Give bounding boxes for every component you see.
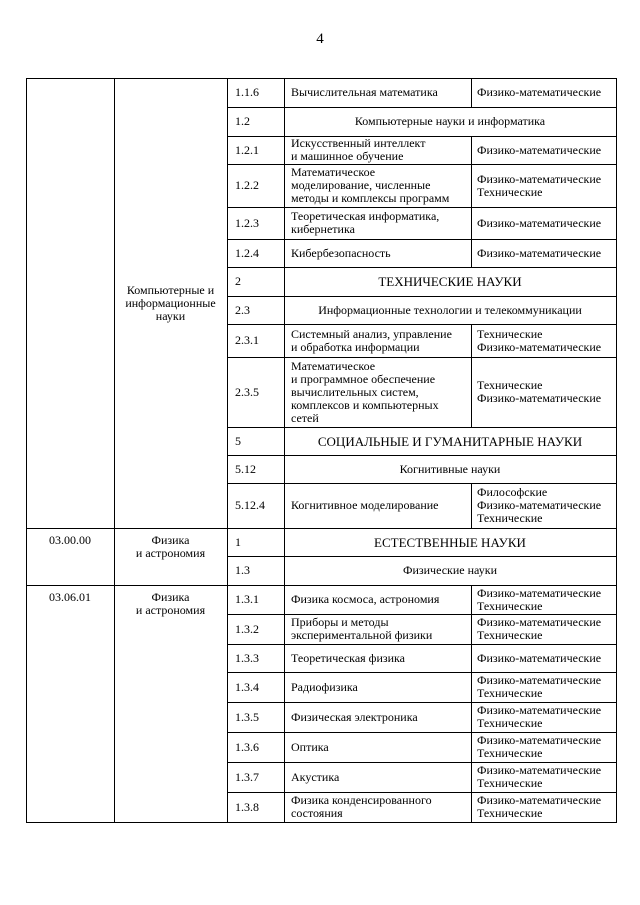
science-branch: Физико-математические [477,498,602,512]
table-rule [284,614,285,644]
table-rule [284,324,285,357]
section-heading: ЕСТЕСТВЕННЫЕ НАУКИ [374,534,526,550]
table-rule [471,357,472,427]
table-rule [227,78,228,823]
science-branch: Физико-математические [477,615,602,629]
table-rule [227,644,617,645]
science-branch: Физико-математические [477,215,602,230]
science-branch: Технические [477,776,543,790]
science-branch: Технические [477,184,543,199]
table-rule [114,78,115,823]
page-number: 4 [316,31,324,47]
specialty-name: Оптика [291,739,329,754]
table-rule [471,792,472,822]
science-branch: Физико-математические [477,650,602,665]
table-rule [284,78,285,107]
row-code: 1.2.4 [235,245,259,260]
specialty-name: Теоретическая физика [291,650,406,665]
specialty-name: Акустика [291,769,340,784]
table-rule [227,483,617,484]
table-rule [227,164,617,165]
specialty-name: Системный анализ, управление [291,326,452,341]
table-rule [227,207,617,208]
science-branch: Физико-математические [477,391,602,405]
table-rule [471,702,472,732]
row-code: 1.2.2 [235,178,259,192]
table-rule [284,483,285,528]
science-branch: Технические [477,746,543,760]
specialty-name: вычислительных систем, [291,384,419,399]
field-code: 03.06.01 [49,590,91,604]
row-code: 1.3 [235,563,250,577]
specialty-name: методы и комплексы программ [291,191,450,205]
science-branch: Физико-математические [477,733,602,747]
table-rule [471,483,472,528]
science-branch: Технические [477,598,543,613]
row-code: 1.3.4 [235,679,259,694]
specialty-name: Искусственный интеллект [291,136,426,150]
table-rule [284,792,285,822]
table-rule [471,78,472,107]
science-branch: Технические [477,326,543,341]
table-rule [284,672,285,702]
science-branch: Физико-математические [477,171,602,186]
table-rule [227,107,617,108]
section-heading: Информационные технологии и телекоммуникации [318,302,582,317]
specialty-name: Приборы и методы [291,615,389,629]
science-branch: Физико-математические [477,245,602,260]
specialty-name: Математическое [291,165,376,179]
row-code: 1.2.3 [235,215,259,230]
table-rule [471,136,472,164]
specialty-name: Радиофизика [291,679,358,694]
field-name: и астрономия [135,603,206,617]
row-code: 1.3.8 [235,799,259,814]
science-branch: Технические [477,716,543,730]
science-branch: Физико-математические [477,585,602,600]
specialty-name: Когнитивное моделирование [291,498,439,512]
table-rule [284,239,285,267]
row-code: 5.12 [235,461,256,476]
field-name: Физика [151,533,190,547]
field-code: 03.00.00 [49,533,91,547]
science-branch: Физико-математические [477,85,602,99]
table-rule [471,207,472,239]
science-branch: Технические [477,686,543,700]
table-rule [471,762,472,792]
table-rule [227,239,617,240]
science-branch: Физико-математические [477,793,602,807]
table-rule [227,324,617,325]
science-branch: Технические [477,628,543,642]
table-rule [227,455,617,456]
section-heading: ТЕХНИЧЕСКИЕ НАУКИ [378,274,522,289]
specialty-name: экспериментальной физики [291,628,433,642]
table-rule [227,427,617,428]
row-code: 5 [235,433,241,448]
specialty-name: кибернетика [291,222,355,236]
section-heading: Когнитивные науки [399,461,501,476]
row-code: 2.3.5 [235,384,259,399]
table-rule [471,164,472,207]
table-rule [284,644,285,672]
science-branch: Физико-математические [477,763,602,777]
field-name: Компьютерные и [126,282,215,297]
science-branch: Философские [477,485,548,499]
table-rule [284,585,285,614]
specialty-name: состояния [291,806,343,820]
table-rule [471,324,472,357]
table-rule [616,78,617,823]
field-name: науки [155,308,186,323]
table-rule [26,528,617,529]
field-name: Физика [151,590,190,604]
specialty-name: Кибербезопасность [291,245,391,260]
specialty-name: сетей [291,410,319,425]
row-code: 2.3.1 [235,333,259,347]
science-branch: Технические [477,378,543,392]
row-code: 1.1.6 [235,85,259,99]
science-branch: Технические [477,511,543,525]
specialty-name: и программное обеспечение [291,371,436,386]
specialty-name: и обработка информации [291,339,420,354]
row-code: 1.3.2 [235,621,259,636]
field-name: и астрономия [135,546,206,560]
specialty-name: моделирование, численные [291,178,431,192]
science-branch: Физико-математические [477,339,602,354]
table-rule [284,702,285,732]
specialty-name: и машинное обучение [291,149,404,163]
table-rule [227,296,617,297]
table-rule [284,357,285,427]
section-heading: Компьютерные науки и информатика [354,114,546,128]
table-rule [471,672,472,702]
table-rule [471,239,472,267]
specialty-name: комплексов и компьютерных [291,397,439,412]
table-rule [471,644,472,672]
table-rule [471,614,472,644]
table-rule [284,164,285,207]
row-code: 1.3.7 [235,769,259,784]
section-heading: СОЦИАЛЬНЫЕ И ГУМАНИТАРНЫЕ НАУКИ [317,433,583,449]
table-rule [227,556,617,557]
specialty-name: Физика конденсированного [291,793,432,807]
table-rule [284,762,285,792]
science-branch: Физико-математические [477,142,602,157]
specialty-name: Теоретическая информатика, [291,209,440,223]
row-code: 1 [235,534,241,549]
row-code: 1.2.1 [235,142,259,157]
table-rule [26,78,617,79]
table-rule [26,822,617,823]
table-rule [227,357,617,358]
table-rule [471,585,472,614]
science-branch: Технические [477,806,543,820]
row-code: 5.12.4 [235,498,265,512]
row-code: 1.2 [235,114,250,128]
table-rule [26,78,27,823]
table-rule [284,207,285,239]
row-code: 1.3.6 [235,739,259,754]
science-branch: Физико-математические [477,673,602,687]
row-code: 1.3.3 [235,650,259,665]
row-code: 2 [235,274,241,288]
specialty-name: Математическое [291,358,376,373]
row-code: 1.3.1 [235,592,259,606]
table-rule [284,732,285,762]
specialty-name: Физика космоса, астрономия [291,592,440,606]
science-branch: Физико-математические [477,703,602,717]
specialty-name: Вычислительная математика [291,85,438,99]
table-rule [227,267,617,268]
table-rule [284,136,285,164]
row-code: 1.3.5 [235,709,259,724]
field-name: информационные [125,295,216,310]
specialty-name: Физическая электроника [291,709,418,724]
row-code: 2.3 [235,302,250,317]
table-rule [471,732,472,762]
section-heading: Физические науки [402,563,498,577]
